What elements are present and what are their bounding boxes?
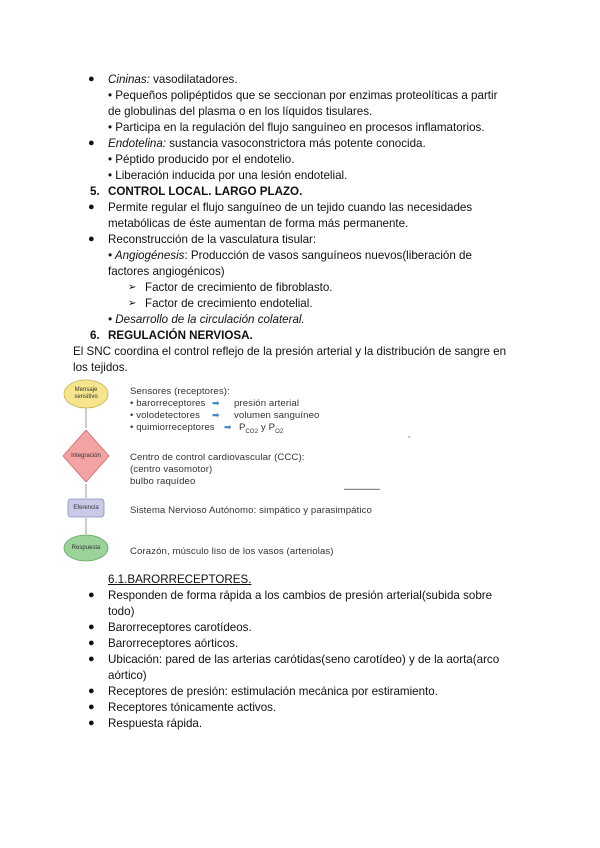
- cininas-desc: vasodilatadores.: [149, 73, 238, 86]
- angiogenesis-line: [108, 248, 472, 263]
- cininas-line: [108, 72, 238, 87]
- image-credit-mark: ▬▬▬▬▬▬▬▬▬: [344, 486, 380, 491]
- and-p-symbol: y P: [258, 422, 276, 433]
- cininas-sub1a: • Pequeños polipéptidos que se seccionan por enzimas proteolíticas a partir: [108, 89, 498, 102]
- bullet-dot: ●: [88, 137, 95, 149]
- bullet-dot: ●: [88, 621, 95, 633]
- baro-item: Barorreceptores carotídeos.: [108, 621, 252, 634]
- angiogenesis-cont: factores angiogénicos): [108, 265, 225, 278]
- factor2: Factor de crecimiento endotelial.: [145, 297, 313, 310]
- baro-item: Responden de forma rápida a los cambios de presión arterial(subida sobre: [108, 589, 493, 602]
- sensor1-result: presión arterial: [234, 398, 300, 409]
- sensor1-label: • barorreceptores: [130, 398, 206, 409]
- bullet-dot: ●: [88, 653, 95, 665]
- section6-title: REGULACIÓN NERVIOSA.: [108, 329, 253, 342]
- sensor3-label: • quimiorreceptores: [130, 422, 215, 433]
- node-label-sensor: Mensaje sensitivo: [74, 387, 98, 400]
- baro-item: Ubicación: pared de las arterias carótidas(seno carotídeo) y de la aorta(arco: [108, 653, 500, 666]
- baro-item: aórtico): [108, 669, 147, 682]
- baro-item: Barorreceptores aórticos.: [108, 637, 239, 650]
- section61-heading: 6.1.BARORRECEPTORES.: [108, 573, 252, 586]
- o2-subscript: O2: [275, 428, 284, 435]
- bullet-dot: ●: [88, 701, 95, 713]
- arrow-bullet-icon: ➢: [128, 298, 137, 309]
- node-label-integration: Integración: [71, 453, 101, 459]
- section5-item1b: metabólicas de éste aumentan de forma más permanente.: [108, 217, 409, 230]
- cininas-sub1b: de globulinas del plasma o en los líquidos tisulares.: [108, 105, 373, 118]
- arrow-right-icon: ➡: [212, 398, 220, 408]
- node-label-response: Respuesta: [71, 545, 101, 551]
- bullet-dot: ●: [88, 233, 95, 245]
- stray-dot: ▪: [408, 434, 411, 441]
- colateral: • Desarrollo de la circulación colateral.: [108, 313, 305, 326]
- sna-text: Sistema Nervioso Autónomo: simpático y parasimpático: [130, 505, 372, 516]
- arrow-right-icon: ➡: [224, 422, 232, 432]
- cininas-term: Cininas:: [108, 73, 150, 86]
- endotelina-sub2: • Liberación inducida por una lesión endotelial.: [108, 169, 348, 182]
- bullet-dot: ●: [88, 201, 95, 213]
- baro-item: Receptores tónicamente activos.: [108, 701, 277, 714]
- section5-item1a: Permite regular el flujo sanguíneo de un tejido cuando las necesidades: [108, 201, 473, 214]
- bullet-dot: ●: [88, 589, 95, 601]
- ccc-line1: [130, 452, 305, 463]
- baro-item: Respuesta rápida.: [108, 717, 203, 730]
- arrow-bullet-icon: ➢: [128, 282, 137, 293]
- bullet-dot: ●: [88, 637, 95, 649]
- section5-title: CONTROL LOCAL. LARGO PLAZO.: [108, 185, 303, 198]
- section6-number: 6.: [90, 329, 100, 342]
- endotelina-line: [108, 136, 426, 151]
- p-symbol: P: [239, 422, 246, 433]
- section6-intro-a: El SNC coordina el control reflejo de la presión arterial y la distribución de sangre en: [73, 345, 507, 358]
- angiogenesis-term: • Angiogénesis: [108, 249, 185, 262]
- sensores-title: Sensores (receptores):: [130, 386, 230, 397]
- endotelina-sub1: • Péptido producido por el endotelio.: [108, 153, 295, 166]
- bullet-dot: ●: [88, 685, 95, 697]
- section5-item2: Reconstrucción de la vasculatura tisular:: [108, 233, 317, 246]
- sensor2-label: • volodetectores: [130, 410, 201, 421]
- arrow-right-icon: ➡: [212, 410, 220, 420]
- ccc-line3: bulbo raquídeo: [130, 476, 196, 487]
- ccc-line2: (centro vasomotor): [130, 464, 213, 475]
- bullet-dot: ●: [88, 73, 95, 85]
- co2-subscript: CO2: [245, 428, 259, 435]
- endotelina-desc: sustancia vasoconstrictora más potente conocida.: [166, 137, 426, 150]
- node-label-efference: Eferencia: [73, 505, 99, 511]
- section6-intro-b: los tejidos.: [73, 361, 128, 374]
- angiogenesis-desc: : Producción de vasos sanguíneos nuevos(liberación de: [184, 249, 472, 262]
- sensor3-result: [239, 422, 283, 438]
- reflex-diagram: [62, 378, 532, 570]
- section5-number: 5.: [90, 185, 100, 198]
- baro-item: todo): [108, 605, 135, 618]
- sensor2-result: volumen sanguíneo: [234, 410, 320, 421]
- cininas-sub2: • Participa en la regulación del flujo sanguíneo en procesos inflamatorios.: [108, 121, 485, 134]
- bullet-dot: ●: [88, 717, 95, 729]
- endotelina-term: Endotelina:: [108, 137, 167, 150]
- factor1: Factor de crecimiento de fibroblasto.: [145, 281, 333, 294]
- respuesta-text: Corazón, músculo liso de los vasos (arteriolas): [130, 546, 334, 557]
- baro-item: Receptores de presión: estimulación mecánica por estiramiento.: [108, 685, 438, 698]
- ccc-text: Centro de control cardiovascular (CCC):: [130, 452, 305, 463]
